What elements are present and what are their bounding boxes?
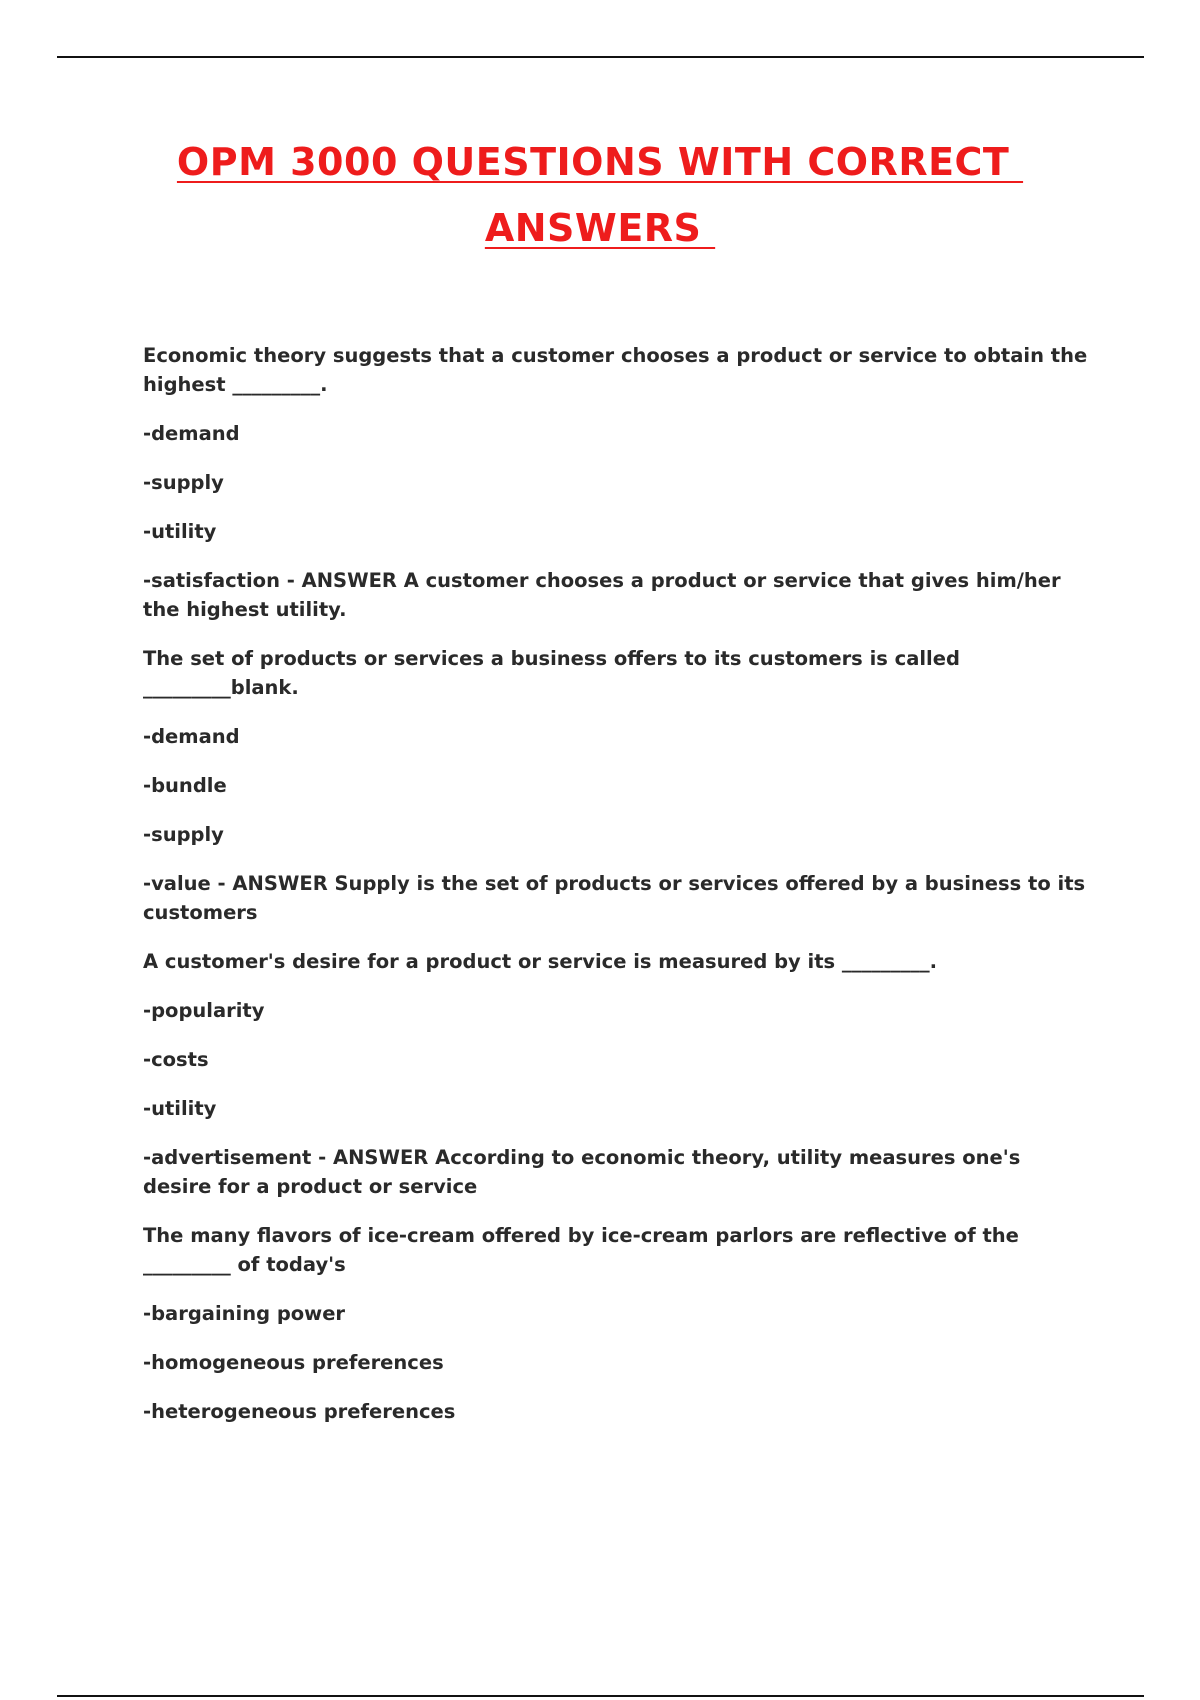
question-4: The many flavors of ice-cream offered by ice-cream parlors are reflective of the _________ of today's bbox=[143, 1224, 1026, 1276]
option: -popularity bbox=[143, 999, 265, 1022]
top-rule bbox=[57, 56, 1144, 58]
option: -supply bbox=[143, 471, 224, 494]
option-with-answer: -value - ANSWER Supply is the set of products or services offered by a business to its customers bbox=[143, 872, 1092, 924]
option: -utility bbox=[143, 520, 217, 543]
option-with-answer: -satisfaction - ANSWER A customer chooses a product or service that gives him/her the highest utility. bbox=[143, 569, 1068, 621]
option-with-answer: -advertisement - ANSWER According to economic theory, utility measures one's desire for a product or service bbox=[143, 1146, 1028, 1198]
bottom-rule bbox=[57, 1695, 1144, 1697]
question-2: The set of products or services a business offers to its customers is called _________blank. bbox=[143, 647, 967, 699]
document-title bbox=[0, 142, 1200, 248]
option: -homogeneous preferences bbox=[143, 1351, 444, 1374]
option: -bargaining power bbox=[143, 1302, 346, 1325]
option: -costs bbox=[143, 1048, 209, 1071]
question-1: Economic theory suggests that a customer chooses a product or service to obtain the highest _________. bbox=[143, 344, 1094, 396]
question-3: A customer's desire for a product or service is measured by its _________. bbox=[143, 950, 938, 973]
title-line-1: OPM 3000 QUESTIONS WITH CORRECT bbox=[176, 140, 1024, 184]
option: -demand bbox=[143, 422, 240, 445]
document-body bbox=[143, 341, 1094, 1446]
option: -heterogeneous preferences bbox=[143, 1400, 456, 1423]
title-line-2: ANSWERS bbox=[484, 206, 716, 250]
option: -utility bbox=[143, 1097, 217, 1120]
option: -demand bbox=[143, 725, 240, 748]
option: -bundle bbox=[143, 774, 227, 797]
option: -supply bbox=[143, 823, 224, 846]
